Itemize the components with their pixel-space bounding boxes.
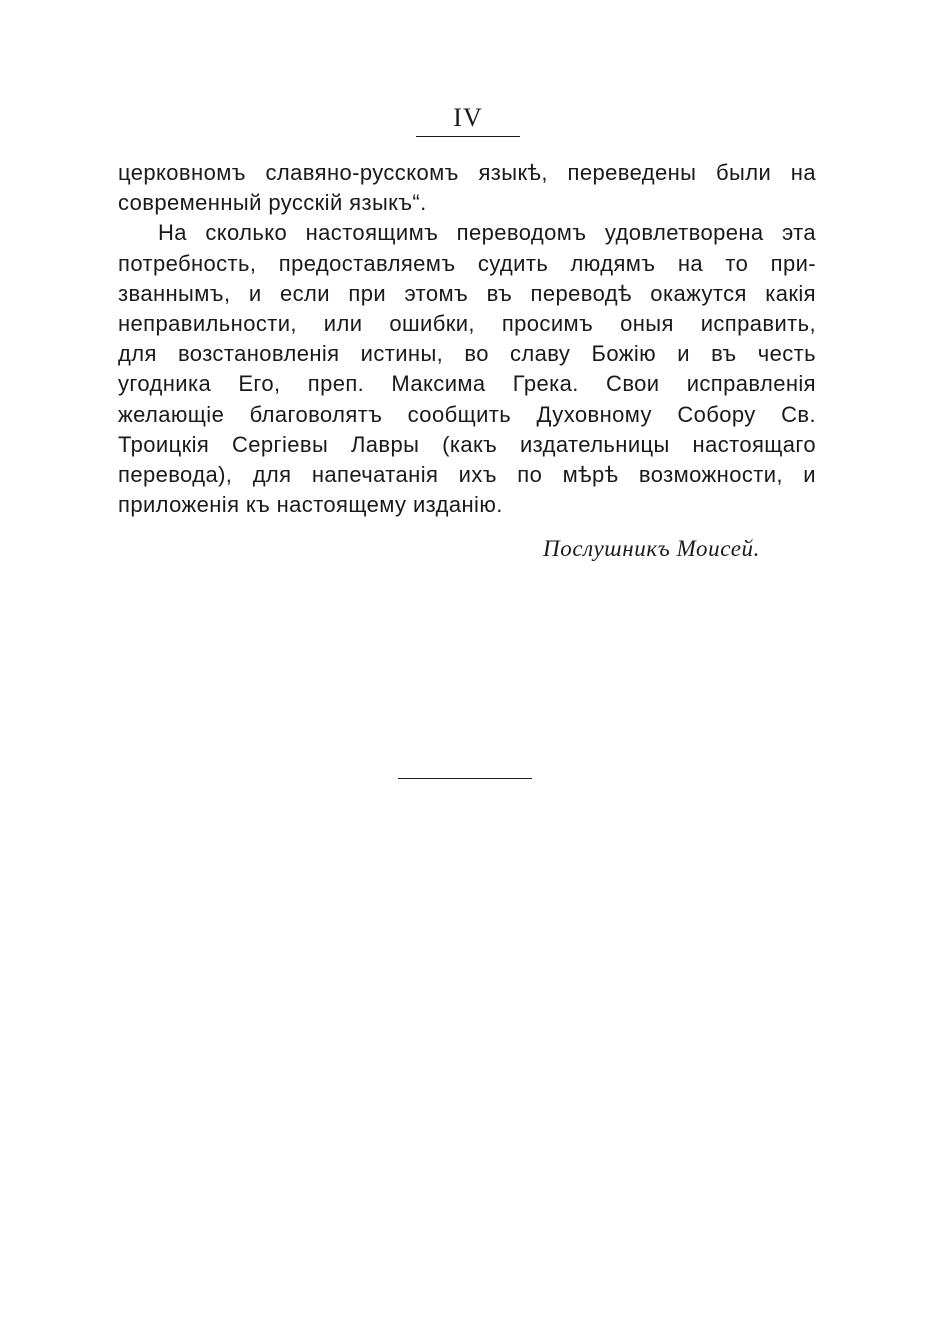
page-number: IV [453, 103, 483, 132]
end-rule [398, 778, 532, 779]
text-line: современный русскій языкъ“. [118, 190, 427, 216]
text-line: приложенія къ настоящему изданію. [118, 492, 503, 518]
text-line: званнымъ, и если при этомъ въ переводѣ окажутся какія [118, 280, 816, 306]
text-line: На сколько настоящимъ переводомъ удовлетворена эта [158, 220, 816, 246]
body-text [118, 158, 816, 520]
text-line: потребность, предоставляемъ судить людямъ на то при- [118, 250, 816, 276]
text-line: желающіе благоволятъ сообщить Духовному Собору Св. [118, 401, 816, 427]
header-rule [416, 136, 520, 137]
signature: Послушникъ Моисей. [543, 536, 760, 561]
text-line: церковномъ славяно-русскомъ языкѣ, переведены были на [118, 160, 816, 185]
text-line: Троицкія Сергіевы Лавры (какъ издательницы настоящаго [118, 431, 816, 457]
text-line: неправильности, или ошибки, просимъ оныя исправить, [118, 310, 816, 336]
text-line: угодника Его, преп. Максима Грека. Свои исправленія [118, 371, 816, 397]
text-line: перевода), для напечатанія ихъ по мѣрѣ возможности, и [118, 461, 816, 487]
text-line: для возстановленія истины, во славу Божію и въ честь [118, 341, 816, 367]
